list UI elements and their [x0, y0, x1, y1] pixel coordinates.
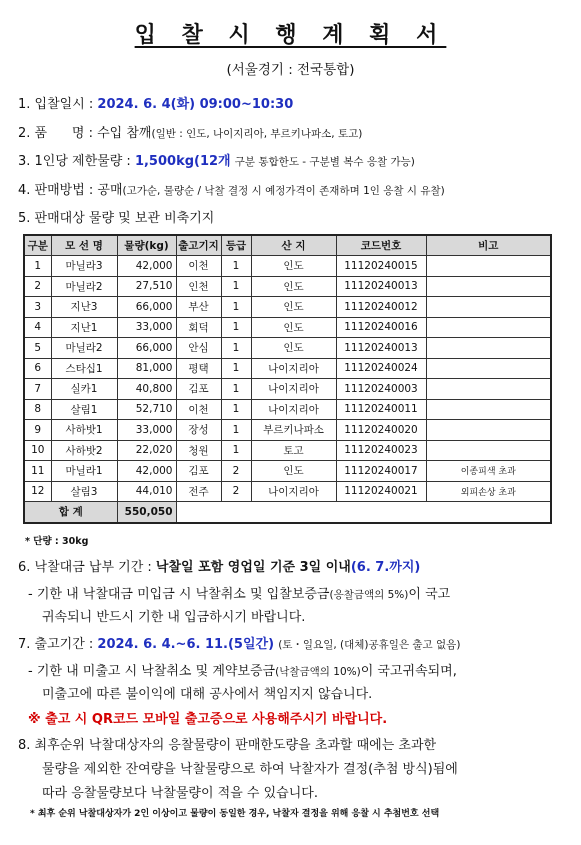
cell-no: 5: [24, 338, 51, 359]
sale-method-line: [18, 179, 445, 198]
cell-origin: 인도: [251, 297, 336, 318]
cell-remark: [426, 379, 551, 400]
release-line: [18, 633, 460, 652]
sale-method-label: 4. 판매방법 : 공매: [18, 183, 123, 198]
cell-quantity: 42,000: [117, 461, 176, 482]
cell-origin: 인도: [251, 256, 336, 277]
payment-note-1-small: (응찰금액의 5%): [329, 589, 409, 601]
cell-origin: 부르키나파소: [251, 420, 336, 441]
cell-depot: 이천: [176, 256, 221, 277]
cell-no: 8: [24, 399, 51, 420]
cell-quantity: 66,000: [117, 297, 176, 318]
table-row: [24, 297, 551, 318]
cell-depot: 전주: [176, 481, 221, 502]
header-quantity: 물량(kg): [117, 235, 176, 256]
table-row: [24, 358, 551, 379]
cell-vessel: 마닐라2: [51, 338, 117, 359]
cell-depot: 장성: [176, 420, 221, 441]
cell-no: 2: [24, 276, 51, 297]
release-note-2: 미출고에 따른 불이익에 대해 공사에서 책임지지 않습니다.: [42, 687, 373, 702]
header-depot: 출고기지: [176, 235, 221, 256]
cell-code: 11120240011: [336, 399, 426, 420]
limit-value: 1,500kg(12개: [134, 154, 231, 169]
item8-line-1: 8. 최후순위 낙찰대상자의 응찰물량이 판매한도량을 초과할 때에는 초과한: [18, 738, 437, 753]
release-note-1-text: - 기한 내 미출고 시 낙찰취소 및 계약보증금: [28, 664, 276, 679]
cell-vessel: 마닐라1: [51, 461, 117, 482]
table-row: [24, 338, 551, 359]
document-subtitle: (서울경기 : 전국통합): [226, 62, 355, 78]
payment-value: 낙찰일 포함 영업일 기준 3일 이내: [155, 560, 351, 575]
cell-code: 11120240020: [336, 420, 426, 441]
cell-vessel: 사하밧1: [51, 420, 117, 441]
cell-vessel: 마닐라2: [51, 276, 117, 297]
cell-depot: 평택: [176, 358, 221, 379]
header-code: 코드번호: [336, 235, 426, 256]
cell-remark: 외피손상 초과: [426, 481, 551, 502]
header-remark: 비고: [426, 235, 551, 256]
cell-code: 11120240013: [336, 276, 426, 297]
cell-no: 11: [24, 461, 51, 482]
cell-vessel: 실카1: [51, 379, 117, 400]
limit-detail: 구분 통합한도 - 구분별 복수 응찰 가능): [234, 156, 415, 168]
release-value: 2024. 6. 4.~6. 11.(5일간): [97, 637, 275, 652]
cell-grade: 1: [221, 317, 251, 338]
header-origin: 산 지: [251, 235, 336, 256]
table-row: [24, 440, 551, 461]
cell-depot: 김포: [176, 461, 221, 482]
cell-depot: 이천: [176, 399, 221, 420]
cell-code: 11120240021: [336, 481, 426, 502]
table-row: [24, 317, 551, 338]
qr-warning: ※ 출고 시 QR코드 모바일 출고증으로 사용해주시기 바랍니다.: [28, 712, 388, 727]
cell-depot: 김포: [176, 379, 221, 400]
header-no: 구분: [24, 235, 51, 256]
cell-origin: 나이지리아: [251, 358, 336, 379]
cell-vessel: 살림1: [51, 399, 117, 420]
payment-label: 6. 낙찰대금 납부 기간 :: [18, 560, 152, 575]
cell-origin: 인도: [251, 317, 336, 338]
sales-table: [23, 234, 552, 524]
release-detail: (토・일요일, (대체)공휴일은 출고 없음): [278, 639, 461, 651]
limit-label: 3. 1인당 제한물량 :: [18, 154, 131, 169]
cell-vessel: 스타십1: [51, 358, 117, 379]
cell-origin: 나이지리아: [251, 379, 336, 400]
table-row: [24, 481, 551, 502]
cell-quantity: 44,010: [117, 481, 176, 502]
payment-note-1: [28, 583, 450, 602]
cell-vessel: 지난3: [51, 297, 117, 318]
unit-note: * 단량 : 30kg: [25, 536, 89, 547]
cell-grade: 1: [221, 276, 251, 297]
bid-date-line: [18, 93, 293, 112]
cell-remark: [426, 420, 551, 441]
cell-no: 3: [24, 297, 51, 318]
cell-quantity: 40,800: [117, 379, 176, 400]
total-value: 550,050: [117, 502, 176, 523]
cell-quantity: 81,000: [117, 358, 176, 379]
cell-quantity: 52,710: [117, 399, 176, 420]
cell-grade: 1: [221, 420, 251, 441]
bid-date-label: 1. 입찰일시 :: [18, 97, 94, 112]
cell-remark: [426, 440, 551, 461]
cell-code: 11120240024: [336, 358, 426, 379]
item8-line-2: 물량을 제외한 잔여량을 낙찰물량으로 하여 낙찰자가 결정(추첨 방식)됨에: [42, 762, 458, 777]
cell-origin: 나이지리아: [251, 399, 336, 420]
table-row: [24, 379, 551, 400]
cell-quantity: 66,000: [117, 338, 176, 359]
cell-vessel: 사하밧2: [51, 440, 117, 461]
table-row: [24, 461, 551, 482]
cell-grade: 1: [221, 440, 251, 461]
cell-no: 10: [24, 440, 51, 461]
item-name-detail: (일반 : 인도, 나이지리아, 부르키나파소, 토고): [151, 128, 363, 140]
document-title: 입 찰 시 행 계 획 서: [134, 23, 447, 48]
cell-no: 7: [24, 379, 51, 400]
header-vessel: 모 선 명: [51, 235, 117, 256]
cell-remark: [426, 358, 551, 379]
item-name-line: [18, 122, 362, 141]
item8-line-3: 따라 응찰물량보다 낙찰물량이 적을 수 있습니다.: [42, 786, 318, 801]
header-grade: 등급: [221, 235, 251, 256]
cell-depot: 청원: [176, 440, 221, 461]
cell-grade: 1: [221, 338, 251, 359]
cell-code: 11120240017: [336, 461, 426, 482]
payment-note-1-tail: 이 국고: [408, 587, 451, 602]
cell-remark: [426, 297, 551, 318]
cell-remark: [426, 338, 551, 359]
cell-depot: 회덕: [176, 317, 221, 338]
cell-vessel: 지난1: [51, 317, 117, 338]
release-note-1: [28, 660, 457, 679]
payment-line: [18, 556, 420, 575]
cell-origin: 나이지리아: [251, 481, 336, 502]
cell-code: 11120240013: [336, 338, 426, 359]
cell-depot: 부산: [176, 297, 221, 318]
payment-note-2: 귀속되니 반드시 기한 내 입금하시기 바랍니다.: [42, 610, 306, 625]
cell-code: 11120240016: [336, 317, 426, 338]
cell-origin: 인도: [251, 338, 336, 359]
table-header-row: [24, 235, 551, 256]
cell-grade: 2: [221, 481, 251, 502]
cell-no: 12: [24, 481, 51, 502]
cell-grade: 2: [221, 461, 251, 482]
cell-quantity: 27,510: [117, 276, 176, 297]
cell-grade: 1: [221, 297, 251, 318]
final-footnote: * 최후 순위 낙찰대상자가 2인 이상이고 물량이 동일한 경우, 낙찰자 결정을 위해 응찰 시 추첨번호 선택: [30, 809, 440, 819]
cell-quantity: 33,000: [117, 420, 176, 441]
cell-remark: [426, 276, 551, 297]
cell-grade: 1: [221, 256, 251, 277]
release-note-1-small: (낙찰금액의 10%): [275, 666, 361, 678]
table-row: [24, 276, 551, 297]
table-row: [24, 256, 551, 277]
cell-remark: 이종피색 초과: [426, 461, 551, 482]
bid-date-value: 2024. 6. 4(화) 09:00~10:30: [97, 97, 294, 112]
item-name-label: 2. 품 명 : 수입 참깨: [18, 126, 152, 141]
cell-quantity: 42,000: [117, 256, 176, 277]
cell-origin: 토고: [251, 440, 336, 461]
cell-no: 6: [24, 358, 51, 379]
cell-code: 11120240003: [336, 379, 426, 400]
payment-deadline: (6. 7.까지): [350, 560, 421, 575]
cell-vessel: 살림3: [51, 481, 117, 502]
cell-remark: [426, 256, 551, 277]
cell-no: 9: [24, 420, 51, 441]
cell-grade: 1: [221, 358, 251, 379]
limit-line: [18, 150, 415, 169]
cell-quantity: 22,020: [117, 440, 176, 461]
sale-target-heading: 5. 판매대상 물량 및 보관 비축기지: [18, 211, 215, 226]
cell-quantity: 33,000: [117, 317, 176, 338]
cell-vessel: 마닐라3: [51, 256, 117, 277]
sale-method-detail: (고가순, 물량순 / 낙찰 결정 시 예정가격이 존재하며 1인 응찰 시 유찰): [122, 185, 445, 197]
cell-origin: 인도: [251, 461, 336, 482]
release-note-1-tail: 이 국고귀속되며,: [360, 664, 457, 679]
cell-code: 11120240023: [336, 440, 426, 461]
cell-code: 11120240015: [336, 256, 426, 277]
cell-remark: [426, 399, 551, 420]
cell-code: 11120240012: [336, 297, 426, 318]
table-row: [24, 399, 551, 420]
cell-remark: [426, 317, 551, 338]
total-row: [24, 502, 551, 523]
cell-no: 4: [24, 317, 51, 338]
cell-origin: 인도: [251, 276, 336, 297]
total-empty: [176, 502, 551, 523]
cell-no: 1: [24, 256, 51, 277]
cell-grade: 1: [221, 379, 251, 400]
cell-depot: 인천: [176, 276, 221, 297]
table-row: [24, 420, 551, 441]
cell-grade: 1: [221, 399, 251, 420]
payment-note-1-text: - 기한 내 낙찰대금 미입금 시 낙찰취소 및 입찰보증금: [28, 587, 330, 602]
cell-depot: 안심: [176, 338, 221, 359]
release-label: 7. 출고기간 :: [18, 637, 94, 652]
total-label: 합 계: [24, 502, 117, 523]
